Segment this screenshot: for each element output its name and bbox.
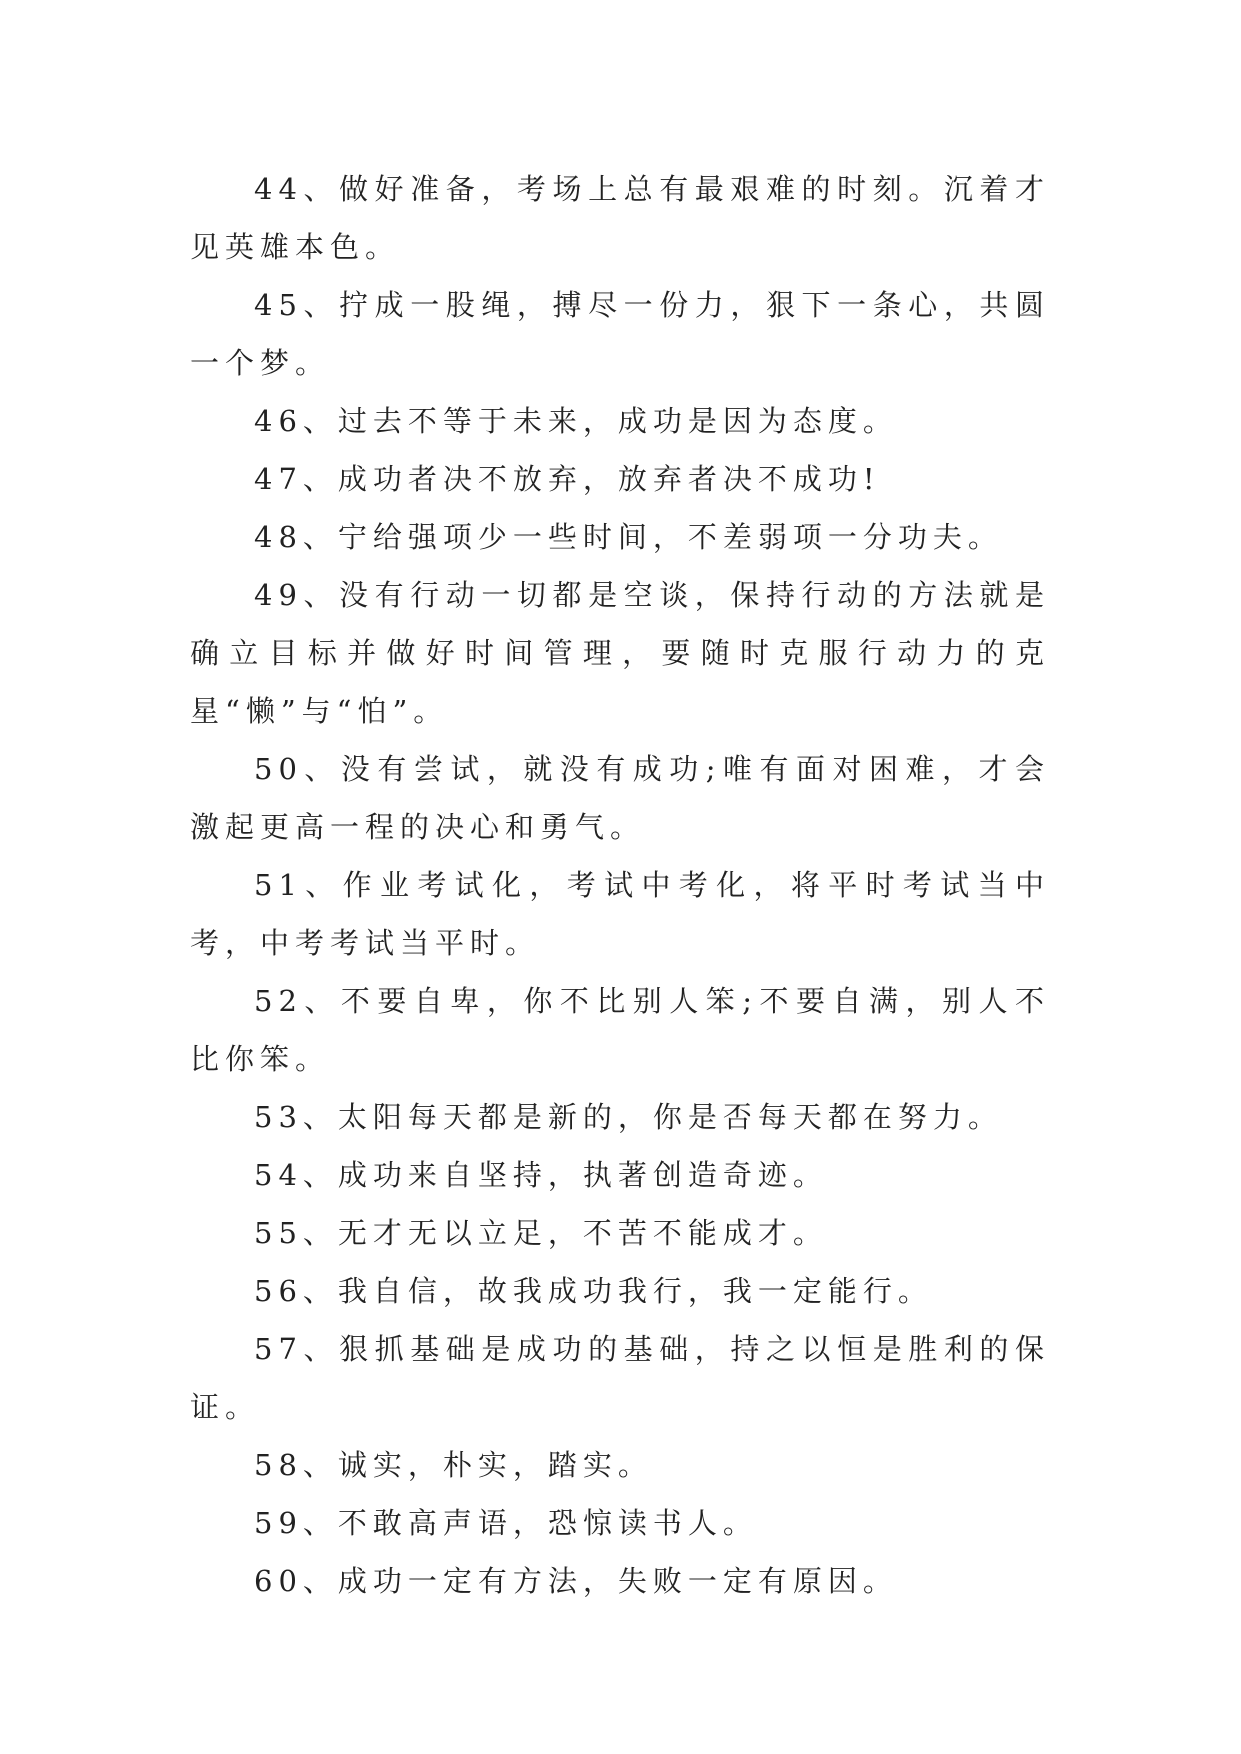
paragraph-48: 48、宁给强项少一些时间，不差弱项一分功夫。 <box>254 520 1003 554</box>
paragraph-59: 59、不敢高声语，恐惊读书人。 <box>254 1506 758 1540</box>
document-body <box>190 160 1050 1610</box>
paragraph-53: 53、太阳每天都是新的，你是否每天都在努力。 <box>254 1100 1003 1134</box>
paragraph-57: 57、狠抓基础是成功的基础，持之以恒是胜利的保证。 <box>190 1332 1050 1424</box>
paragraph-45: 45、拧成一股绳，搏尽一份力，狠下一条心，共圆一个梦。 <box>190 288 1050 380</box>
paragraph-44: 44、做好准备，考场上总有最艰难的时刻。沉着才见英雄本色。 <box>190 172 1050 264</box>
paragraph-60: 60、成功一定有方法，失败一定有原因。 <box>254 1564 898 1598</box>
paragraph-52: 52、不要自卑，你不比别人笨;不要自满，别人不比你笨。 <box>190 984 1050 1076</box>
paragraph-56: 56、我自信，故我成功我行，我一定能行。 <box>254 1274 933 1308</box>
paragraph-51: 51、作业考试化，考试中考化，将平时考试当中考，中考考试当平时。 <box>190 868 1050 960</box>
paragraph-58: 58、诚实，朴实，踏实。 <box>254 1448 653 1482</box>
paragraph-50: 50、没有尝试，就没有成功;唯有面对困难，才会激起更高一程的决心和勇气。 <box>190 752 1050 844</box>
paragraph-54: 54、成功来自坚持，执著创造奇迹。 <box>254 1158 828 1192</box>
paragraph-47: 47、成功者决不放弃，放弃者决不成功! <box>254 462 881 496</box>
paragraph-55: 55、无才无以立足，不苦不能成才。 <box>254 1216 828 1250</box>
paragraph-49: 49、没有行动一切都是空谈，保持行动的方法就是确立目标并做好时间管理，要随时克服行动力的克星“懒”与“怕”。 <box>190 578 1050 728</box>
paragraph-46: 46、过去不等于未来，成功是因为态度。 <box>254 404 898 438</box>
